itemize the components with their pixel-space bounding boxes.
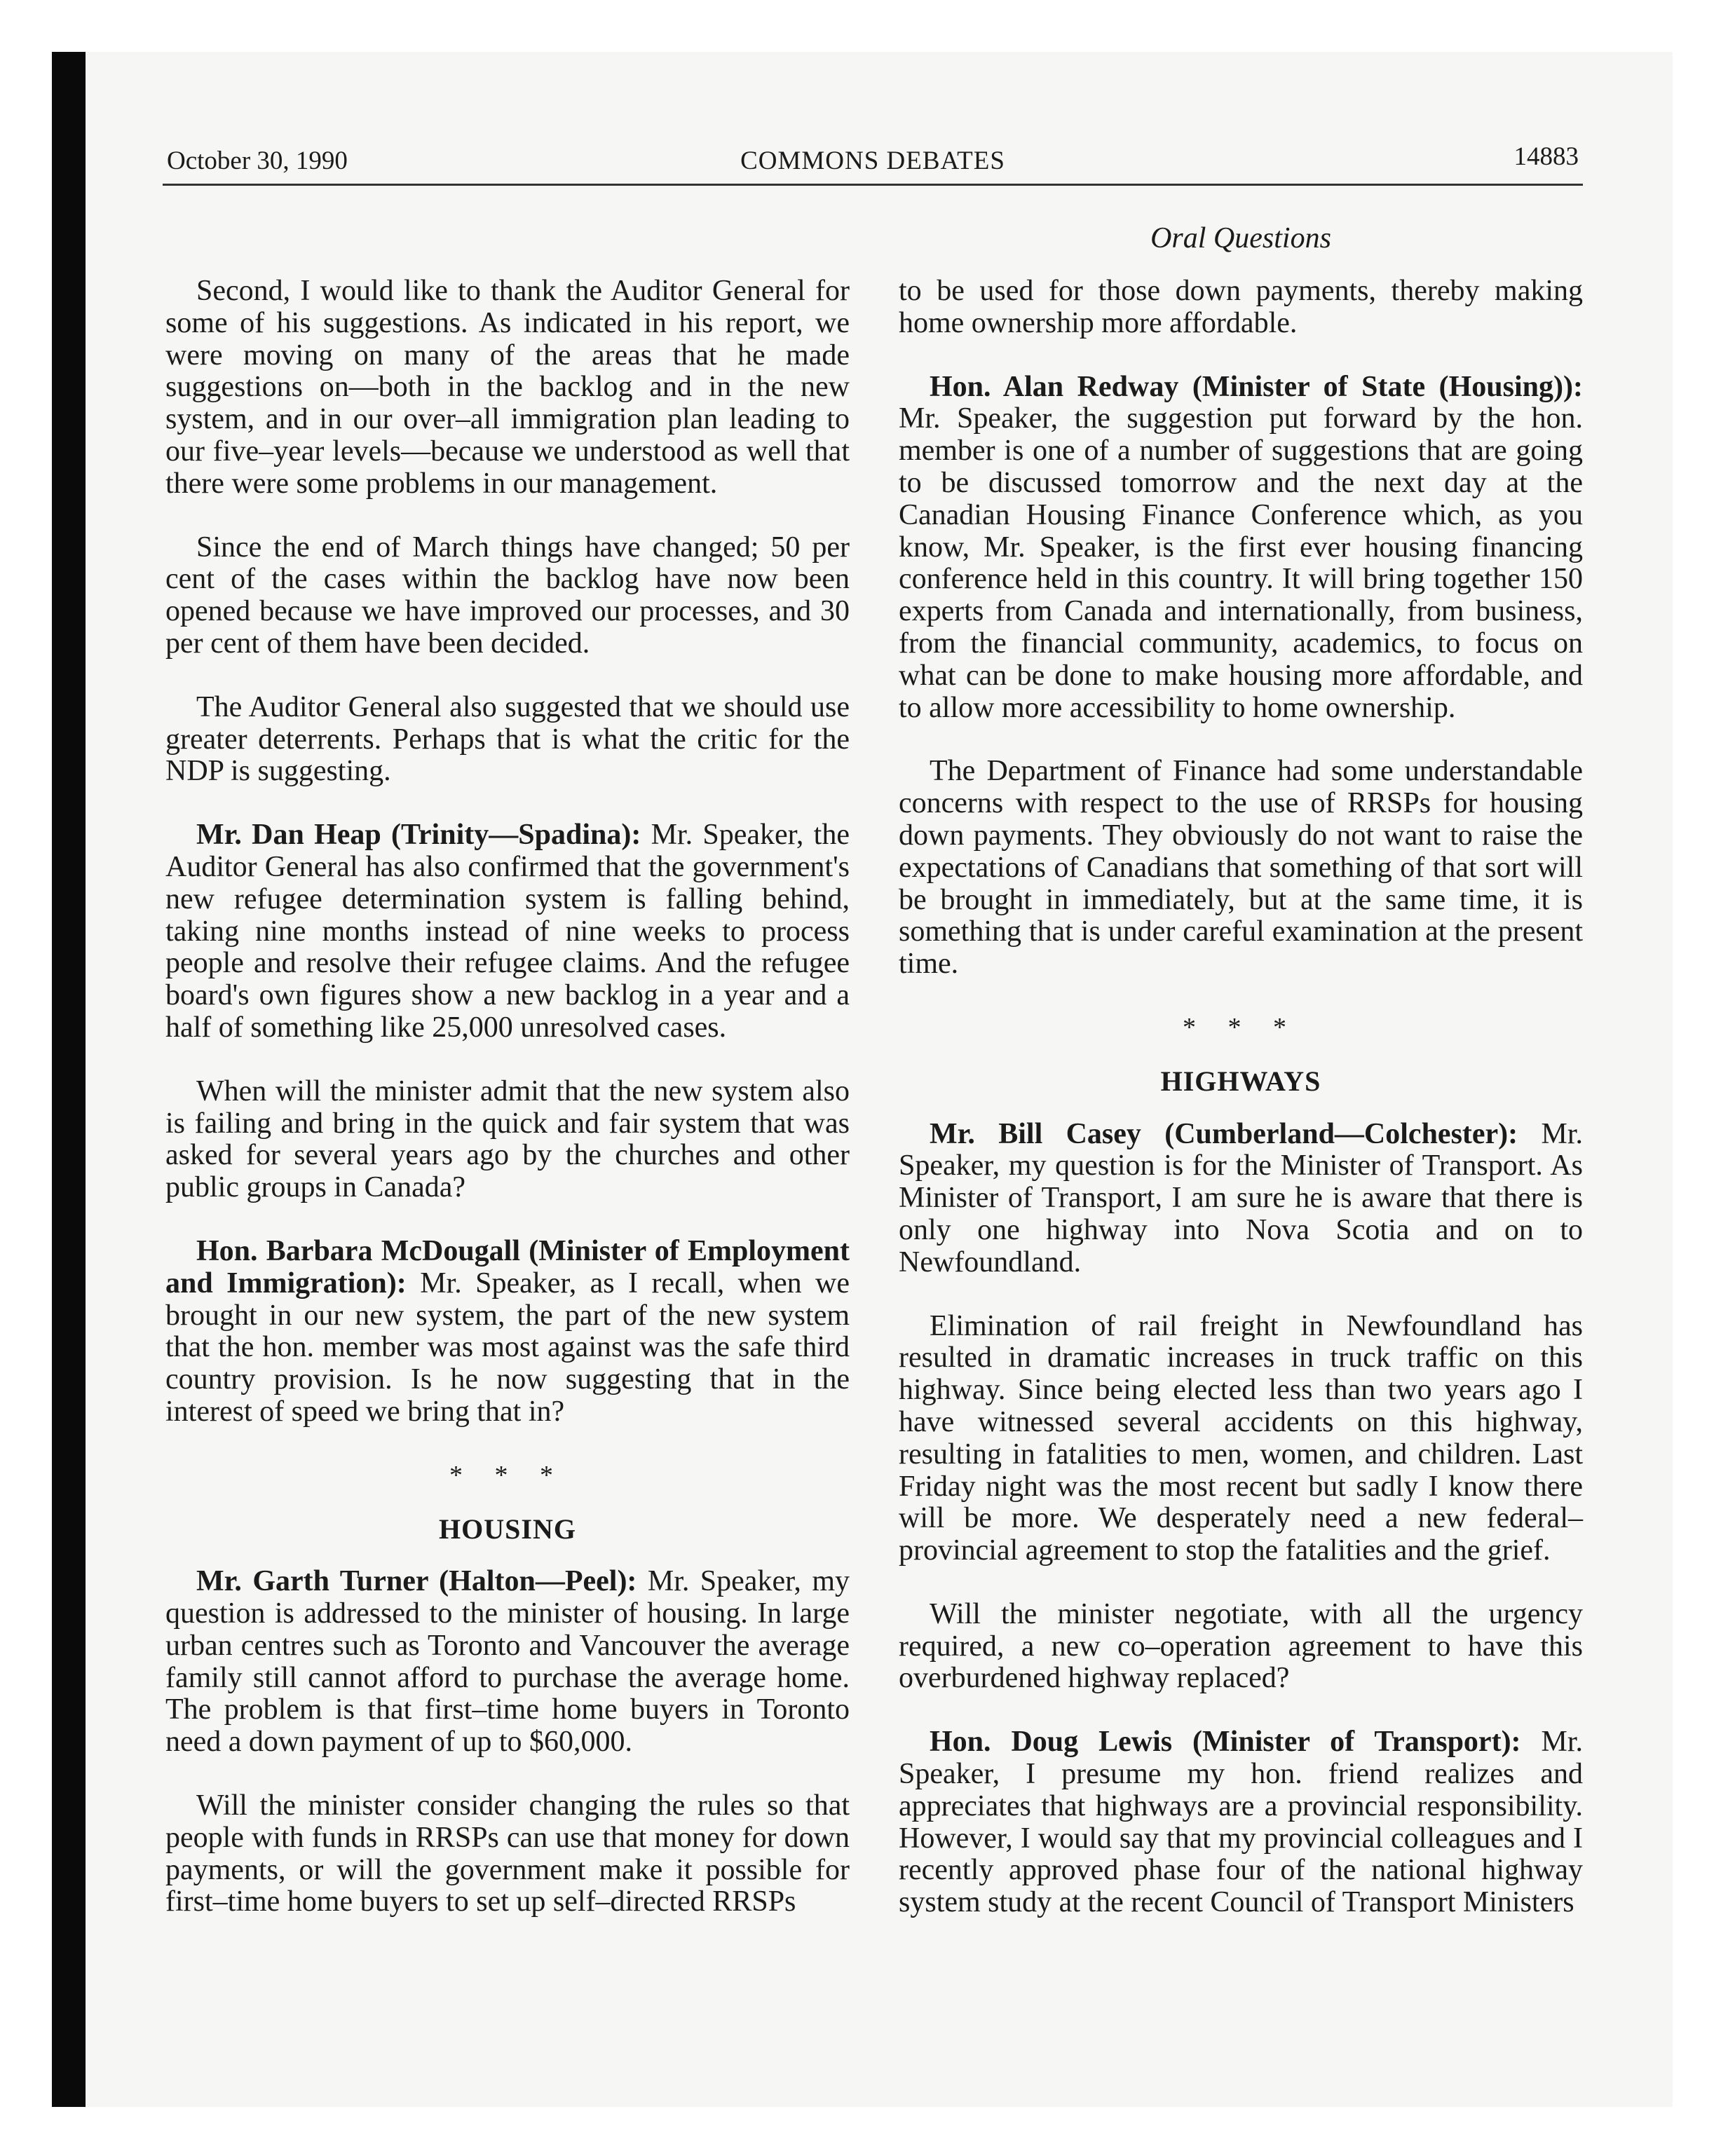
speech-text: Mr. Speaker, as I recall, when we brought in our new system, the part of the new system that the hon. member was most against was the safe third country provision. Is he now suggesting that in the interest of speed we bring that in?: [165, 1267, 850, 1428]
speaker-name: Mr. Bill Casey (Cumberland—Colchester):: [930, 1117, 1518, 1150]
speech-text: Mr. Speaker, I presume my hon. friend realizes and appreciates that highways are a provincial responsibility. However, I would say that my provincial colleagues and I recently approved phase four of the national highway system study at the recent Council of Transport Ministers: [899, 1726, 1584, 1919]
paragraph: to be used for those down payments, thereby making home ownership more affordable.: [899, 275, 1583, 339]
header-date: October 30, 1990: [167, 146, 348, 175]
section-heading: HIGHWAYS: [1160, 1065, 1321, 1097]
speaker-name: Mr. Dan Heap (Trinity—Spadina):: [196, 819, 641, 852]
paragraph: Second, I would like to thank the Auditor General for some of his suggestions. As indicated in his report, we were moving on many of the areas that he made suggestions on—both in the backlog and in the new system, and in our over–all immigration plan leading to our five–year levels—because we understood as well that there were some problems in our management.: [165, 275, 850, 500]
paragraph: Will the minister consider changing the rules so that people with funds in RRSPs can use that money for down payments, or will the government make it possible for first–time home buyers to set up self–directed RRSPs: [165, 1789, 850, 1918]
paragraph: [165, 1566, 850, 1759]
speech-text: Mr. Speaker, the suggestion put forward by the hon. member is one of a number of suggestions that are going to be discussed tomorrow and the next day at the Canadian Housing Finance Conference which, as you know, Mr. Speaker, is the first ever housing financing conference held in this country. It will bring together 150 experts from Canada and internationally, from business, from the financial community, academics, to focus on what can be done to make housing more affordable, and to allow more accessibility to home ownership.: [899, 402, 1583, 724]
section-separator: * * *: [1183, 1012, 1299, 1042]
paragraph: [899, 1726, 1583, 1919]
paragraph: Since the end of March things have changed; 50 per cent of the cases within the backlog have now been opened because we have improved our processes, and 30 per cent of them have been decided.: [165, 531, 850, 660]
paragraph: Elimination of rail freight in Newfoundland has resulted in dramatic increases in truck traffic on this highway. Since being elected less than two years ago I have witnessed several accidents on this highway, resulting in fatalities to men, women, and children. Last Friday night was the most recent but sadly I know there will be more. We desperately need a new federal–provincial agreement to stop the fatalities and the grief.: [899, 1309, 1583, 1567]
speaker-name: Hon. Alan Redway (Minister of State (Housing)):: [930, 370, 1583, 403]
right-column: [899, 275, 1583, 1951]
speaker-name: Mr. Garth Turner (Halton—Peel):: [196, 1565, 637, 1598]
speech-text: Mr. Speaker, my question is for the Minister of Transport. As Minister of Transport, I am sure he is aware that there is only one highway into Nova Scotia and on to Newfoundland.: [899, 1117, 1583, 1278]
paragraph: The Department of Finance had some understandable concerns with respect to the use of RRSPs for housing down payments. They obviously do not want to raise the expectations of Canadians that something of that sort will be brought in immediately, but at the same time, it is something that is under careful examination at the present time.: [899, 755, 1583, 981]
speech-text: Mr. Speaker, my question is addressed to the minister of housing. In large urban centres such as Toronto and Vancouver the average family still cannot afford to purchase the average home. The problem is that first–time home buyers in Toronto need a down payment of up to $60,000.: [165, 1565, 850, 1759]
paragraph: The Auditor General also suggested that we should use greater deterrents. Perhaps that is what the critic for the NDP is suggesting.: [165, 690, 850, 788]
paragraph: [899, 1119, 1583, 1279]
header-page-number: 14883: [1513, 142, 1579, 171]
paragraph: Will the minister negotiate, with all the urgency required, a new co–operation agreement to have this overburdened highway replaced?: [899, 1597, 1583, 1695]
header-title: COMMONS DEBATES: [740, 146, 1005, 175]
speaker-name: Hon. Barbara McDougall (Minister of Employment and Immigration):: [165, 1234, 850, 1299]
speech-text: Mr. Speaker, the Auditor General has also confirmed that the government's new refugee determination system is falling behind, taking nine months instead of nine weeks to process people and resolve their refugee claims. And the refugee board's own figures show a new backlog in a year and a half of something like 25,000 unresolved cases.: [165, 819, 850, 1044]
paragraph: [165, 1236, 850, 1428]
paragraph: [899, 371, 1583, 725]
paragraph: [165, 819, 850, 1044]
left-column: [165, 275, 850, 1950]
speaker-name: Hon. Doug Lewis (Minister of Transport):: [930, 1726, 1521, 1759]
paragraph: When will the minister admit that the new system also is failing and bring in the quick and fair system that was asked for several years ago by the churches and other public groups in Canada?: [165, 1074, 850, 1204]
section-heading: HOUSING: [439, 1513, 576, 1545]
section-label: Oral Questions: [1150, 222, 1331, 254]
section-separator: * * *: [449, 1460, 566, 1490]
page-header: [163, 140, 1583, 186]
